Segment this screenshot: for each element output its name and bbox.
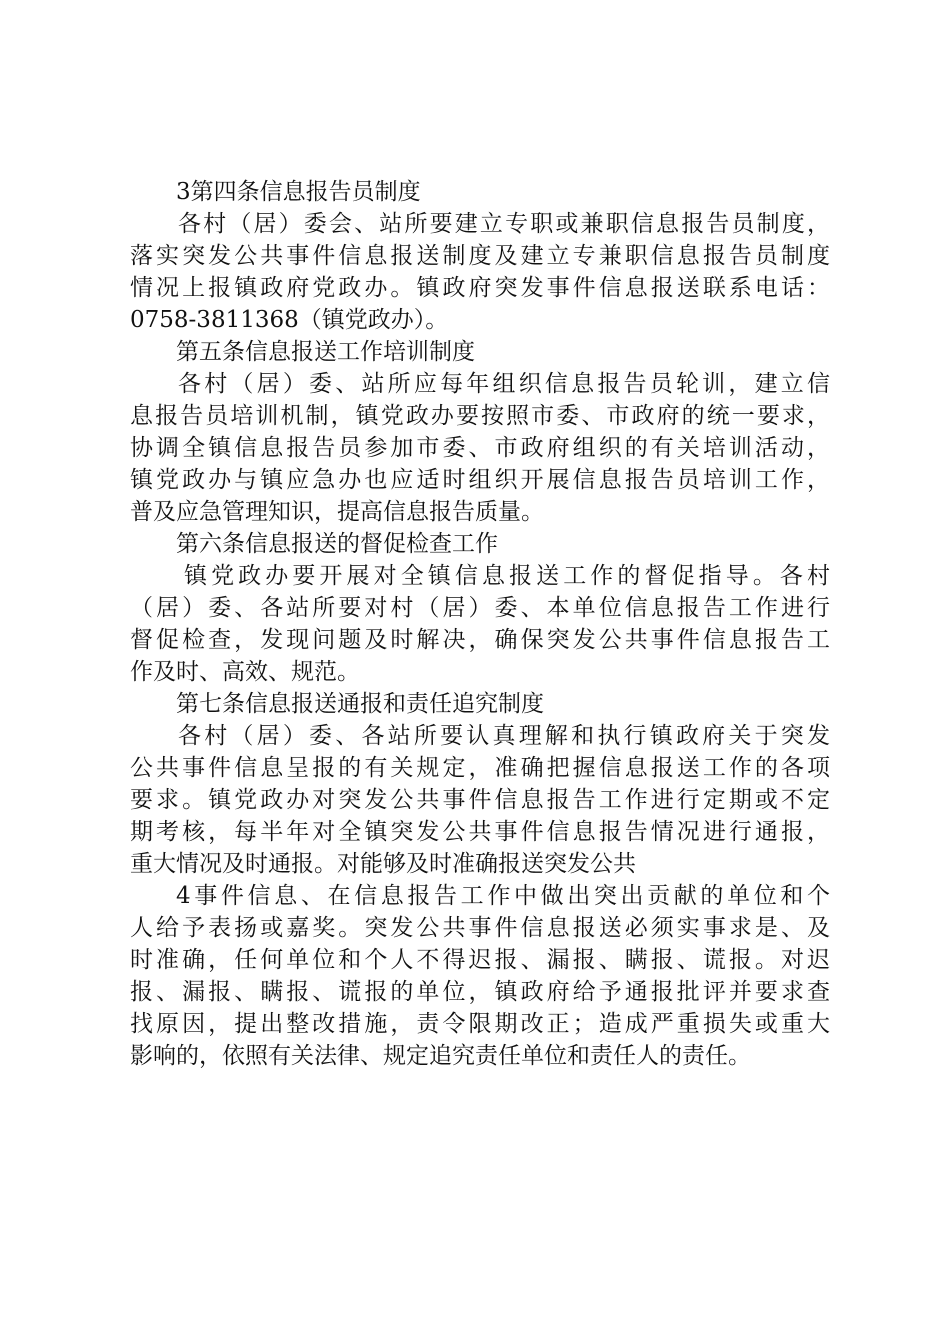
paragraph-line: 息报告员培训机制，镇党政办要按照市委、市政府的统一要求， [130,403,830,429]
section-heading: 第五条信息报送工作培训制度 [176,339,475,365]
paragraph-line: （居）委、各站所要对村（居）委、本单位信息报告工作进行 [130,595,830,621]
paragraph-line: 普及应急管理知识，提高信息报告质量。 [130,499,544,525]
paragraph-line: 要求。镇党政办对突发公共事件信息报告工作进行定期或不定 [130,787,830,813]
paragraph-line: 报、漏报、瞒报、谎报的单位，镇政府给予通报批评并要求查 [130,979,830,1005]
paragraph-line: 时准确，任何单位和个人不得迟报、漏报、瞒报、谎报。对迟 [130,947,830,973]
paragraph-line: 0758-3811368（镇党政办）。 [130,307,449,333]
paragraph-line: 公共事件信息呈报的有关规定，准确把握信息报送工作的各项 [130,755,830,781]
paragraph-line: 协调全镇信息报告员参加市委、市政府组织的有关培训活动， [130,435,830,461]
paragraph-line: 作及时、高效、规范。 [130,659,360,685]
paragraph-line: 镇党政办要开展对全镇信息报送工作的督促指导。各村 [184,563,830,589]
section-heading: 第七条信息报送通报和责任追究制度 [176,691,544,717]
paragraph-line: 找原因，提出整改措施，责令限期改正；造成严重损失或重大 [130,1011,830,1037]
paragraph-line: 各村（居）委、各站所要认真理解和执行镇政府关于突发 [178,723,830,749]
paragraph-line: 期考核，每半年对全镇突发公共事件信息报告情况进行通报， [130,819,830,845]
paragraph-line: 镇党政办与镇应急办也应适时组织开展信息报告员培训工作， [130,467,830,493]
paragraph-line: 4事件信息、在信息报告工作中做出突出贡献的单位和个 [176,883,830,909]
paragraph-line: 各村（居）委会、站所要建立专职或兼职信息报告员制度， [178,211,830,237]
section-heading: 第六条信息报送的督促检查工作 [176,531,498,557]
paragraph-line: 督促检查，发现问题及时解决，确保突发公共事件信息报告工 [130,627,830,653]
paragraph-line: 各村（居）委、站所应每年组织信息报告员轮训，建立信 [178,371,830,397]
section-heading: 3第四条信息报告员制度 [176,179,421,205]
paragraph-line: 影响的，依照有关法律、规定追究责任单位和责任人的责任。 [130,1043,751,1069]
paragraph-line: 情况上报镇政府党政办。镇政府突发事件信息报送联系电话： [130,275,830,301]
paragraph-line: 落实突发公共事件信息报送制度及建立专兼职信息报告员制度 [130,243,830,269]
paragraph-line: 人给予表扬或嘉奖。突发公共事件信息报送必须实事求是、及 [130,915,830,941]
paragraph-line: 重大情况及时通报。对能够及时准确报送突发公共 [130,851,636,877]
